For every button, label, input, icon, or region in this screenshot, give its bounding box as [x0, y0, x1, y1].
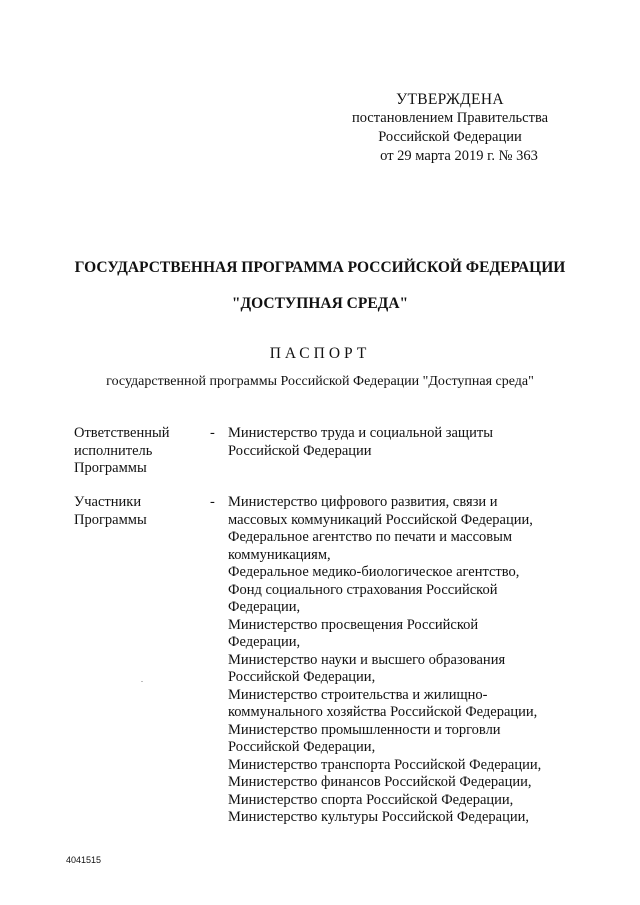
row-label-line: Участники: [74, 494, 142, 510]
row-value-line: Министерство цифрового развития, связи и: [228, 494, 498, 510]
passport-heading: ПАСПОРТ: [269, 345, 371, 362]
row-value-line: Российской Федерации,: [228, 669, 376, 685]
row-label: [74, 425, 204, 478]
row-value-line: Федеральное агентство по печати и массовым: [228, 529, 513, 545]
approval-stamp-title: УТВЕРЖДЕНА: [396, 91, 504, 108]
row-value-line: Министерство культуры Российской Федерации,: [228, 809, 529, 825]
document-code: 4041515: [66, 855, 102, 865]
row-value-line: Фонд социального страхования Российской: [228, 581, 498, 598]
row-value-line: Министерство просвещения Российской: [228, 616, 479, 633]
row-value-line: Министерство науки и высшего образования: [228, 651, 506, 668]
row-value-line: Федерации,: [228, 599, 301, 615]
row-value-line: коммуникациям,: [228, 546, 331, 563]
row-value-line: Министерство строительства и жилищно-: [228, 686, 488, 703]
row-label-line: Ответственный: [74, 425, 170, 441]
approval-line-1: постановлением Правительства: [351, 110, 549, 126]
program-title: ГОСУДАРСТВЕННАЯ ПРОГРАММА РОССИЙСКОЙ ФЕДЕРАЦИИ: [74, 259, 566, 276]
row-value-line: Министерство транспорта Российской Федерации,: [228, 756, 542, 773]
row-label: [74, 494, 204, 529]
row-value: [228, 494, 568, 827]
row-value-line: Российской Федерации: [228, 442, 372, 459]
row-label-line: исполнитель: [74, 442, 153, 459]
scan-speck: [141, 681, 143, 682]
approval-block: [300, 90, 600, 166]
approval-date-number: от 29 марта 2019 г. № 363: [380, 148, 538, 164]
row-value-line: Федеральное медико-биологическое агентство,: [228, 564, 520, 580]
row-value-line: Министерство промышленности и торговли: [228, 721, 501, 738]
program-name: "ДОСТУПНАЯ СРЕДА": [231, 295, 409, 312]
row-value-line: Федерации,: [228, 634, 301, 650]
row-value-line: коммунального хозяйства Российской Федерации,: [228, 704, 538, 720]
passport-subtitle: государственной программы Российской Федерации "Доступная среда": [106, 374, 534, 389]
row-value-line: Министерство финансов Российской Федерации,: [228, 774, 532, 790]
row-value-line: Российской Федерации,: [228, 739, 376, 755]
row-value: [228, 425, 568, 460]
row-dash: -: [210, 494, 215, 510]
row-dash: -: [210, 425, 215, 441]
row-label-line: Программы: [74, 511, 147, 528]
row-value-line: Министерство труда и социальной защиты: [228, 425, 493, 441]
approval-line-2: Российской Федерации: [378, 129, 522, 145]
row-label-line: Программы: [74, 460, 147, 476]
row-value-line: Министерство спорта Российской Федерации,: [228, 791, 514, 808]
row-value-line: массовых коммуникаций Российской Федерации,: [228, 511, 533, 528]
